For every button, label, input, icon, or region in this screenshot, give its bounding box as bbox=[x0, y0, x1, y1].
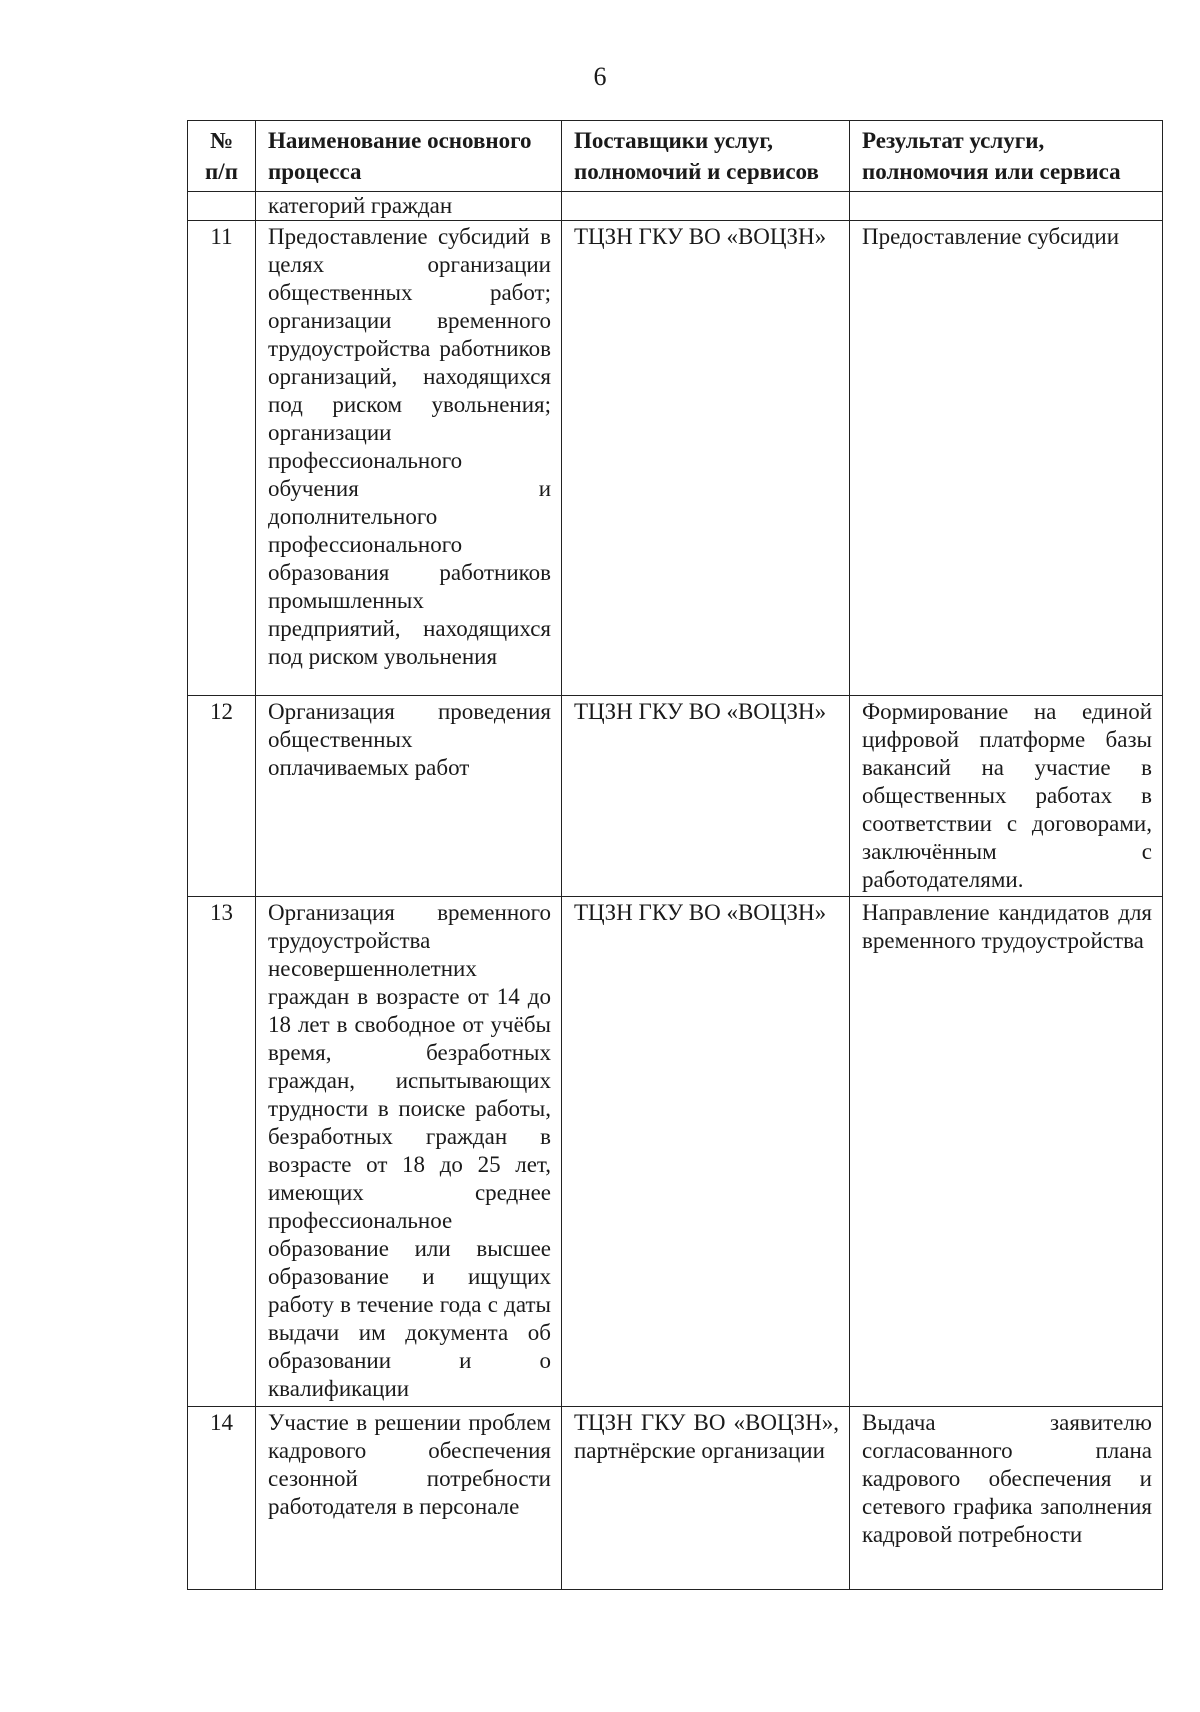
cell-providers: ТЦЗН ГКУ ВО «ВОЦЗН» bbox=[562, 221, 850, 696]
cell-process: Участие в решении проблем кадрового обеспечения сезонной потребности работодателя в персонале bbox=[256, 1407, 562, 1590]
page-number: 6 bbox=[593, 62, 607, 91]
header-process: Наименование основного процесса bbox=[256, 121, 562, 192]
header-num: № п/п bbox=[188, 121, 256, 192]
cell-num: 11 bbox=[188, 221, 256, 696]
table-row-continuation bbox=[188, 192, 1163, 221]
table-header-row bbox=[188, 121, 1163, 192]
cell-result: Формирование на единой цифровой платформе базы вакансий на участие в общественных работах в соответствии с договорами, заключённым с работодателями. bbox=[850, 696, 1163, 897]
cell-result: Предоставление субсидии bbox=[850, 221, 1163, 696]
cell-result: Выдача заявителю согласованного плана кадрового обеспечения и сетевого графика заполнения кадровой потребности bbox=[850, 1407, 1163, 1590]
cell-providers: ТЦЗН ГКУ ВО «ВОЦЗН» bbox=[562, 696, 850, 897]
cell-num: 12 bbox=[188, 696, 256, 897]
cell-result: Направление кандидатов для временного трудоустройства bbox=[850, 897, 1163, 1407]
cell-process: Организация временного трудоустройства несовершеннолетних граждан в возрасте от 14 до 18 лет в свободное от учёбы время, безработных граждан, испытывающих трудности в поиске работы, безработных граждан в возрасте от 18 до 25 лет, имеющих среднее профессиональное образование или высшее образование и ищущих работу в течение года с даты выдачи им документа об образовании и о квалификации bbox=[256, 897, 562, 1407]
table-row bbox=[188, 221, 1163, 696]
cell-result bbox=[850, 192, 1163, 221]
table-row bbox=[188, 1407, 1163, 1590]
table-row bbox=[188, 696, 1163, 897]
cell-providers bbox=[562, 192, 850, 221]
cell-num: 14 bbox=[188, 1407, 256, 1590]
cell-providers: ТЦЗН ГКУ ВО «ВОЦЗН», партнёрские организации bbox=[562, 1407, 850, 1590]
process-table bbox=[187, 120, 1163, 1590]
cell-process: категорий граждан bbox=[256, 192, 562, 221]
header-providers: Поставщики услуг, полномочий и сервисов bbox=[562, 121, 850, 192]
table-row bbox=[188, 897, 1163, 1407]
header-result: Результат услуги, полномочия или сервиса bbox=[850, 121, 1163, 192]
cell-process: Организация проведения общественных оплачиваемых работ bbox=[256, 696, 562, 897]
cell-providers: ТЦЗН ГКУ ВО «ВОЦЗН» bbox=[562, 897, 850, 1407]
cell-process: Предоставление субсидий в целях организации общественных работ; организации временного трудоустройства работников организаций, находящихся под риском увольнения; организации профессионального обучения и дополнительного профессионального образования работников промышленных предприятий, находящихся под риском увольнения bbox=[256, 221, 562, 696]
cell-num: 13 bbox=[188, 897, 256, 1407]
cell-num bbox=[188, 192, 256, 221]
